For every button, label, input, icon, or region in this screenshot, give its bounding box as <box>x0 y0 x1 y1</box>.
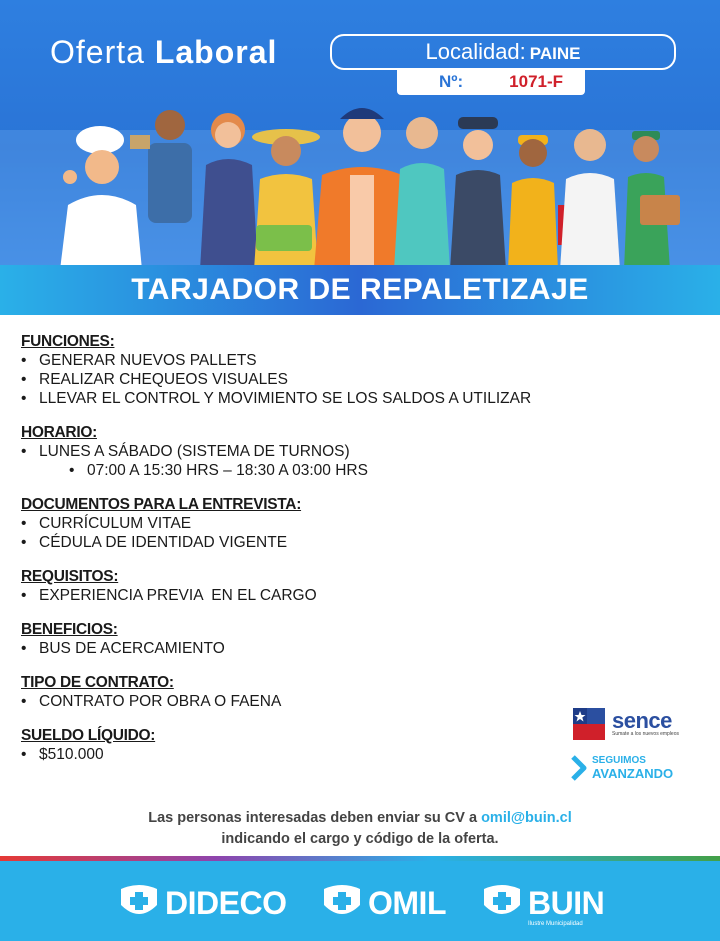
offer-number-value: 1071-F <box>509 71 564 91</box>
footer-band <box>0 861 720 941</box>
nurse-figure <box>394 117 450 270</box>
doctor-figure <box>560 129 620 270</box>
note-line-2: indicando el cargo y código de la oferta. <box>221 831 499 847</box>
list-item: • GENERAR NUEVOS PALLETS <box>21 351 581 370</box>
police-figure <box>450 117 506 270</box>
sence-logo: sence <box>612 708 672 733</box>
job-title-band <box>0 265 720 315</box>
section-horario <box>21 423 581 480</box>
painter-figure <box>130 110 192 223</box>
header-banner <box>0 0 720 270</box>
sence-tagline: Sumate a los nuevos empleos <box>612 731 679 737</box>
section-heading: DOCUMENTOS PARA LA ENTREVISTA: <box>21 496 302 513</box>
section-heading: BENEFICIOS: <box>21 621 118 638</box>
list-item: • CURRÍCULUM VITAE <box>21 514 581 533</box>
plumber-figure <box>508 135 566 270</box>
section-heading: TIPO DE CONTRATO: <box>21 674 174 691</box>
section-beneficios <box>21 620 581 658</box>
farmer-figure <box>252 129 320 270</box>
section-heading: SUELDO LÍQUIDO: <box>21 727 156 744</box>
dideco-logo: DIDECO <box>117 883 286 923</box>
buin-logo: BUIN Ilustre Municipalidad <box>480 883 604 923</box>
locality-label: Localidad: <box>425 39 526 64</box>
office-worker-figure <box>200 113 258 270</box>
application-note <box>0 808 720 850</box>
seguimos-avanzando-logo: SEGUIMOS AVANZANDO <box>570 755 588 786</box>
list-item: • CÉDULA DE IDENTIDAD VIGENTE <box>21 533 581 552</box>
locality-value: PAINE <box>529 43 581 63</box>
list-sub-item: • 07:00 A 15:30 HRS – 18:30 A 03:00 HRS <box>21 461 581 480</box>
chevron-right-icon <box>570 755 588 781</box>
list-item: • LUNES A SÁBADO (SISTEMA DE TURNOS) <box>21 442 581 461</box>
shield-icon <box>117 883 161 923</box>
list-item: • REALIZAR CHEQUEOS VISUALES <box>21 370 581 389</box>
contact-email-link[interactable]: omil@buin.cl <box>481 810 572 826</box>
list-item: • EXPERIENCIA PREVIA EN EL CARGO <box>21 586 581 605</box>
offer-title: Oferta Laboral <box>50 34 278 70</box>
locality-box <box>330 34 676 70</box>
government-logo <box>573 708 605 740</box>
offer-number-box <box>397 68 585 95</box>
workers-illustration <box>30 95 690 270</box>
shield-icon <box>480 883 524 923</box>
section-funciones <box>21 332 581 408</box>
section-heading: HORARIO: <box>21 424 97 441</box>
section-heading: FUNCIONES: <box>21 333 115 350</box>
section-sueldo <box>21 726 581 764</box>
job-details <box>21 332 581 779</box>
list-item: • BUS DE ACERCAMIENTO <box>21 639 581 658</box>
grocer-figure <box>624 131 680 270</box>
list-item: • CONTRATO POR OBRA O FAENA <box>21 692 581 711</box>
section-heading: REQUISITOS: <box>21 568 119 585</box>
section-requisitos <box>21 567 581 605</box>
job-title: TARJADOR DE REPALETIZAJE <box>131 273 589 306</box>
omil-logo: OMIL <box>320 883 446 923</box>
shield-icon <box>320 883 364 923</box>
note-line-1: Las personas interesadas deben enviar su CV a omil@buin.cl <box>148 810 572 826</box>
list-item: • LLEVAR EL CONTROL Y MOVIMIENTO SE LOS SALDOS A UTILIZAR <box>21 389 581 408</box>
buin-subtitle: Ilustre Municipalidad <box>528 921 583 927</box>
chef-figure <box>60 126 142 270</box>
section-contrato <box>21 673 581 711</box>
list-item: • $510.000 <box>21 745 581 764</box>
offer-number-label: Nº: <box>439 71 464 91</box>
section-documentos <box>21 495 581 552</box>
